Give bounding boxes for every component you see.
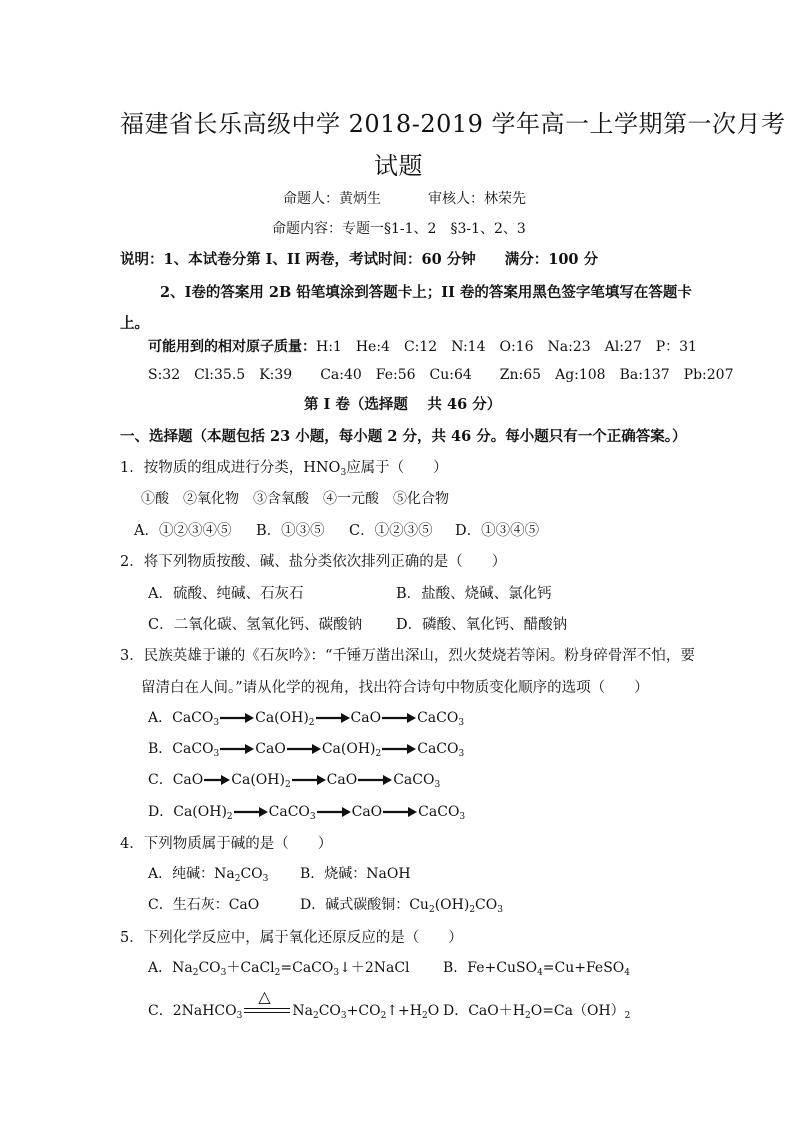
formula: CaO bbox=[350, 710, 382, 726]
q1-option-d[interactable]: D．①③④⑤ bbox=[455, 523, 540, 539]
heat-equals-icon bbox=[244, 987, 290, 1015]
sub: 2 bbox=[284, 780, 291, 790]
sub: 3 bbox=[340, 1011, 347, 1021]
arrow-icon bbox=[316, 713, 350, 723]
option-text: CO bbox=[318, 1003, 341, 1019]
q1-option-b[interactable]: B．①③⑤ bbox=[256, 523, 325, 539]
sub: 4 bbox=[624, 968, 631, 978]
sub: 2 bbox=[226, 812, 233, 822]
option-text: CO bbox=[240, 866, 263, 882]
formula: CaCO bbox=[417, 741, 459, 757]
atomic-mass-label: 可能用到的相对原子质量： bbox=[148, 339, 316, 355]
q3-option-d[interactable] bbox=[148, 801, 465, 821]
q3-option-b[interactable] bbox=[148, 738, 464, 758]
q2-option-b[interactable]: B．盐酸、烧碱、氯化钙 bbox=[396, 586, 552, 602]
sub: 3 bbox=[333, 968, 340, 978]
arrow-icon bbox=[383, 807, 417, 817]
formula: CaCO bbox=[172, 741, 214, 757]
instructions-line1: 说明：1、本试卷分第 I、II 两卷，考试时间：60 分钟 满分：100 分 bbox=[120, 251, 599, 268]
option-text: O bbox=[427, 1003, 440, 1019]
sub: 2 bbox=[234, 874, 241, 884]
arrow-icon bbox=[382, 713, 416, 723]
sub: 2 bbox=[274, 968, 281, 978]
option-label: B． bbox=[148, 741, 173, 757]
sub: 2 bbox=[380, 1011, 387, 1021]
sub: 2 bbox=[624, 1011, 631, 1021]
q1-stem-b: 应属于（ ） bbox=[346, 460, 448, 476]
formula: CaO bbox=[351, 804, 383, 820]
option-text: C．2NaHCO bbox=[148, 1003, 237, 1019]
option-text: Na bbox=[292, 1003, 313, 1019]
sub: 2 bbox=[428, 905, 435, 915]
option-text: O=Ca（OH） bbox=[530, 1003, 625, 1019]
page-title-line2: 试题 bbox=[374, 152, 423, 180]
sub: 3 bbox=[434, 780, 441, 790]
sub: 3 bbox=[309, 812, 316, 822]
sub: 2 bbox=[308, 718, 315, 728]
sub: 3 bbox=[213, 718, 220, 728]
q4-option-c[interactable]: C．生石灰：CaO bbox=[148, 897, 260, 913]
arrow-icon bbox=[220, 744, 254, 754]
sub: 2 bbox=[375, 749, 382, 759]
sub: 3 bbox=[458, 718, 465, 728]
q1-items: ①酸 ②氧化物 ③含氧酸 ④一元酸 ⑤化合物 bbox=[141, 491, 449, 507]
q5-option-a[interactable] bbox=[148, 957, 410, 977]
option-text: +CO bbox=[346, 1003, 381, 1019]
q1-stem-a: 1．按物质的组成进行分类，HNO bbox=[120, 460, 341, 476]
q1-stem bbox=[120, 456, 448, 477]
q2-option-c[interactable]: C．二氧化碳、氢氧化钙、碳酸钠 bbox=[148, 617, 363, 633]
formula: CaO bbox=[255, 741, 286, 757]
sub: 3 bbox=[262, 874, 269, 884]
arrow-icon bbox=[234, 807, 268, 817]
content-scope: 命题内容：专题一§1-1、2 §3-1、2、3 bbox=[272, 221, 526, 237]
instructions-line2b: 上。 bbox=[120, 315, 149, 332]
q1-option-c[interactable]: C．①②③⑤ bbox=[349, 523, 433, 539]
q1-sub: 3 bbox=[340, 468, 347, 478]
sub: 2 bbox=[192, 968, 199, 978]
option-label: A． bbox=[148, 710, 173, 726]
formula: Ca(OH) bbox=[255, 710, 309, 726]
q5-option-d[interactable] bbox=[443, 1000, 630, 1020]
q3-option-c[interactable] bbox=[148, 769, 440, 789]
option-text: =CaCO bbox=[280, 960, 334, 976]
sub: 2 bbox=[469, 905, 476, 915]
formula: Ca(OH) bbox=[173, 804, 227, 820]
formula: Ca(OH) bbox=[321, 741, 376, 757]
sub: 2 bbox=[421, 1011, 428, 1021]
reviewer: 审核人：林荣先 bbox=[428, 191, 526, 207]
sub: 2 bbox=[524, 1011, 531, 1021]
formula: CaCO bbox=[172, 710, 214, 726]
sub: 3 bbox=[220, 968, 227, 978]
sub: 3 bbox=[497, 905, 503, 915]
sub: 2 bbox=[312, 1011, 319, 1021]
q4-option-a[interactable] bbox=[148, 863, 268, 883]
sub: 3 bbox=[458, 749, 465, 759]
option-text: A．纯碱：Na bbox=[148, 866, 235, 882]
formula: CaCO bbox=[417, 710, 459, 726]
instructions-line2: 2、Ⅰ卷的答案用 2B 铅笔填涂到答题卡上；II 卷的答案用黑色签字笔填写在答题卡 bbox=[160, 284, 692, 301]
option-text: B．Fe+CuSO bbox=[443, 960, 538, 976]
arrow-icon bbox=[292, 775, 326, 785]
option-text: (OH) bbox=[434, 897, 470, 913]
formula: CaCO bbox=[268, 804, 310, 820]
part-title: 一、选择题（本题包括 23 小题，每小题 2 分，共 46 分。每小题只有一个正确答案。） bbox=[120, 428, 687, 445]
formula: CaO bbox=[172, 772, 204, 788]
formula: Ca(OH) bbox=[231, 772, 285, 788]
q2-option-a[interactable]: A．硫酸、纯碱、石灰石 bbox=[148, 586, 304, 602]
page-title: 福建省长乐高级中学 2018-2019 学年高一上学期第一次月考 bbox=[120, 110, 786, 138]
option-text: D．碱式碳酸铜：Cu bbox=[300, 897, 429, 913]
formula: CaCO bbox=[393, 772, 435, 788]
q4-stem: 4．下列物质属于碱的是（ ） bbox=[120, 836, 333, 852]
arrow-icon bbox=[382, 744, 416, 754]
q5-option-c[interactable] bbox=[148, 987, 440, 1021]
formula: CaO bbox=[326, 772, 358, 788]
option-text: ＋CaCl bbox=[226, 960, 275, 976]
option-text: CO bbox=[198, 960, 221, 976]
option-label: D． bbox=[148, 804, 174, 820]
q4-option-b[interactable]: B．烧碱：NaOH bbox=[300, 866, 411, 882]
arrow-icon bbox=[204, 775, 230, 785]
q3-stem-line1: 3．民族英雄于谦的《石灰吟》：“千锤万凿出深山，烈火焚烧若等闲。粉身碎骨浑不怕，要 bbox=[120, 648, 695, 664]
sub: 3 bbox=[459, 812, 466, 822]
atomic-mass-line2: S:32 Cl:35.5 K:39 Ca:40 Fe:56 Cu:64 Zn:65 Ag:108 Ba:137 Pb:207 bbox=[148, 367, 734, 383]
author: 命题人：黄炳生 bbox=[283, 191, 381, 207]
q2-stem: 2．将下列物质按酸、碱、盐分类依次排列正确的是（ ） bbox=[120, 554, 507, 570]
arrow-icon bbox=[358, 775, 392, 785]
atomic-mass-values1: H:1 He:4 C:12 N:14 O:16 Na:23 Al:27 P：31 bbox=[316, 339, 697, 355]
option-text: =Cu+FeSO bbox=[542, 960, 625, 976]
sub: 3 bbox=[236, 1011, 243, 1021]
q3-option-a[interactable] bbox=[148, 707, 464, 727]
q2-option-d[interactable]: D．磷酸、氧化钙、醋酸钠 bbox=[396, 617, 568, 633]
q4-option-d[interactable] bbox=[300, 894, 503, 914]
q1-option-a[interactable]: A．①②③④⑤ bbox=[134, 523, 232, 539]
q5-stem: 5．下列化学反应中，属于氧化还原反应的是（ ） bbox=[120, 930, 463, 946]
option-text: ↓＋2NaCl bbox=[339, 960, 410, 976]
formula: CaCO bbox=[418, 804, 460, 820]
arrow-icon bbox=[287, 744, 321, 754]
sub: 4 bbox=[537, 968, 543, 978]
option-label: C． bbox=[148, 772, 173, 788]
option-text: A．Na bbox=[148, 960, 193, 976]
option-text: D．CaO＋H bbox=[443, 1003, 525, 1019]
heat-triangle-icon: △ bbox=[258, 987, 271, 1006]
q5-option-b[interactable] bbox=[443, 957, 630, 977]
arrow-icon bbox=[220, 713, 254, 723]
option-text: ↑+H bbox=[386, 1003, 422, 1019]
atomic-mass-line1 bbox=[148, 336, 697, 356]
q3-stem-line2: 留清白在人间。”请从化学的视角，找出符合诗句中物质变化顺序的选项（ ） bbox=[141, 680, 649, 696]
arrow-icon bbox=[317, 807, 351, 817]
section-heading: 第 I 卷（选择题 共 46 分） bbox=[304, 396, 502, 413]
option-text: CO bbox=[475, 897, 498, 913]
sub: 3 bbox=[213, 749, 220, 759]
